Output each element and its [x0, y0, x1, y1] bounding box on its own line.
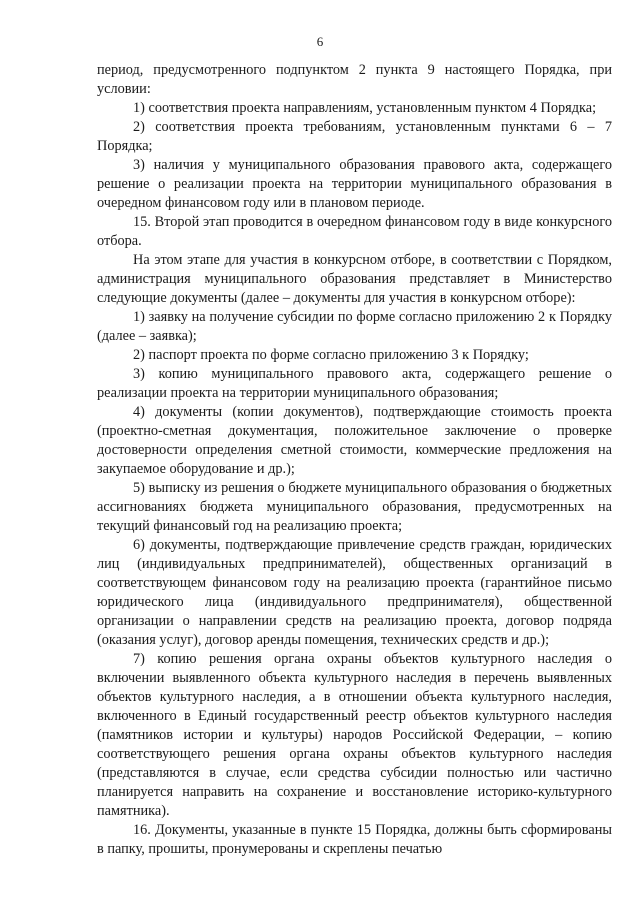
paragraph-condition-2: 2) соответствия проекта требованиям, установленным пунктами 6 – 7 Порядка;: [97, 119, 612, 154]
paragraph-document-2: 2) паспорт проекта по форме согласно приложению 3 к Порядку;: [133, 347, 529, 363]
paragraph-item-15: 15. Второй этап проводится в очередном финансовом году в виде конкурсного отбора.: [97, 214, 612, 249]
page-number: 6: [316, 34, 324, 49]
paragraph-condition-3: 3) наличия у муниципального образования правового акта, содержащего решение о реализации проекта на территории муниципального образования в очередном финансовом году или в плановом периоде.: [97, 157, 612, 211]
paragraph-document-1: 1) заявку на получение субсидии по форме согласно приложению 2 к Порядку (далее – заявка);: [97, 309, 612, 344]
paragraph-document-5: 5) выписку из решения о бюджете муниципального образования о бюджетных ассигнованиях бюджета муниципального образования, предусмотренных на текущий финансовый год на реализацию проекта;: [97, 480, 612, 534]
paragraph-document-3: 3) копию муниципального правового акта, содержащего решение о реализации проекта на территории муниципального образования;: [97, 366, 612, 401]
paragraph-document-6: 6) документы, подтверждающие привлечение средств граждан, юридических лиц (индивидуальных предпринимателей), общественных организаций в соответствующем финансовом году на реализацию проекта (гарантийное письмо юридического лица (индивидуального предпринимателя), общественной организации о направлении средств на реализацию проекта, договор подряда (оказания услуг), договор аренды помещения, технических средств и др.);: [97, 537, 612, 648]
paragraph-document-7: 7) копию решения органа охраны объектов культурного наследия о включении выявленного объекта культурного наследия в перечень выявленных объектов культурного наследия, а в отношении объекта культурного наследия, включенного в Единый государственный реестр объектов культурного наследия (памятников истории и культуры) народов Российской Федерации, – копию соответствующего решения органа охраны объектов культурного наследия (представляются в случае, если средства субсидии полностью или частично планируется направить на сохранение и восстановление историко-культурного памятника).: [97, 651, 612, 819]
paragraph-stage-documents: На этом этапе для участия в конкурсном отборе, в соответствии с Порядком, администрация муниципального образования представляет в Министерство следующие документы (далее – документы для участия в конкурсном отборе):: [97, 252, 612, 306]
paragraph-condition-1: 1) соответствия проекта направлениям, установленным пунктом 4 Порядка;: [133, 100, 597, 116]
paragraph-document-4: 4) документы (копии документов), подтверждающие стоимость проекта (проектно-сметная документация, положительное заключение о проверке достоверности определения сметной стоимости, коммерческие предложения на закупаемое оборудование и др.);: [97, 404, 612, 477]
paragraph-item-16: 16. Документы, указанные в пункте 15 Порядка, должны быть сформированы в папку, прошиты, пронумерованы и скреплены печатью: [97, 822, 612, 857]
document-body: [97, 61, 612, 859]
paragraph-continuation: период, предусмотренного подпунктом 2 пункта 9 настоящего Порядка, при условии:: [97, 62, 612, 97]
